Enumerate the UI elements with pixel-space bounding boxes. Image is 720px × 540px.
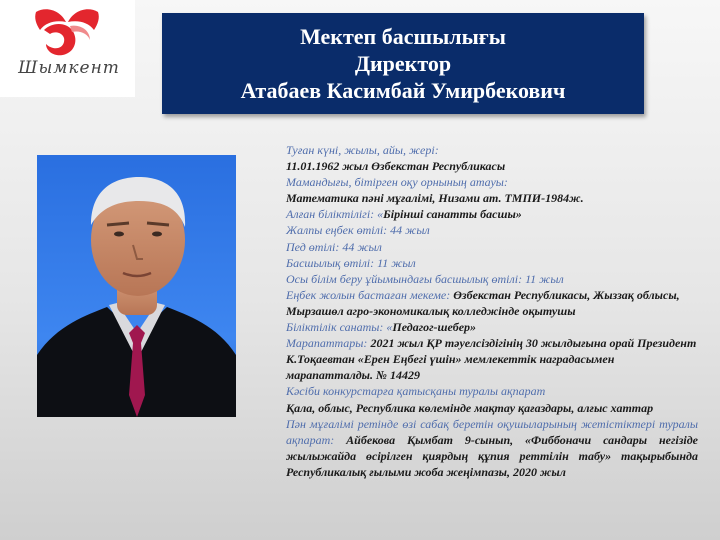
birth-label: Туған күні, жылы, айы, жері: [286, 143, 439, 157]
first-job-value: Өзбекстан Республикасы, Жыззақ облысы, Мырзашөл агро-экономикалық колледжінде оқытушы [286, 287, 680, 318]
qualification-value: Педагог-шебер» [392, 320, 477, 335]
birth-value: 11.01.1962 жыл Өзбекстан Республикасы [286, 159, 506, 174]
specialty-value: Математика пәні мұғалімі, Низами ат. ТМПИ-1984ж. [286, 191, 584, 206]
category-value: Бірінші санатты басшы» [383, 207, 522, 222]
awards-value: 2021 жыл ҚР тәуелсіздігінің 30 жылдығына орай Президент К.Тоқаевтан «Ерен Еңбегі үшін» мемлекеттік наградасымен марапатталды. № 14429 [286, 336, 697, 383]
experience-label: Жалпы еңбек өтілі: 44 жыл [286, 223, 430, 238]
awards-label: Марапаттары: [286, 336, 368, 351]
school-logo [0, 0, 135, 97]
header-position: Директор [354, 51, 452, 76]
logo-mark-icon [0, 0, 135, 60]
teaching-experience-label: Пед өтілі: 44 жыл [286, 239, 382, 254]
specialty-label: Мамандығы, бітірген оқу орнының атауы: [286, 175, 508, 190]
contests-label: Кәсіби конкурстарға қатысқаны туралы ақпарат [286, 384, 546, 399]
students-value: Айбекова Қымбат 9-сынып, «Фиббоначи сандары негізіде жылыжайда өсірілген қиярдың құпия реттілін табу» тақырыбында Республикалық ғылыми жоба жеңімпазы, 2020 жыл [286, 432, 698, 479]
category-label: Алған біліктілігі: « [286, 207, 384, 222]
biography-block [286, 142, 698, 480]
director-portrait [37, 155, 236, 417]
first-job-label: Еңбек жолын бастаған мекеме: [286, 287, 451, 302]
contests-value: Қала, облыс, Республика көлемінде мақтау қағаздары, алғыс хаттар [286, 400, 654, 415]
qualification-label: Біліктілік санаты: « [286, 320, 393, 335]
org-management-experience-label: Осы білім беру ұйымындағы басшылық өтілі: 11 жыл [286, 271, 564, 286]
students-label: Пән мұғалімі ретінде өзі сабақ беретін оқушыларының жетістіктері туралы ақпарат: [286, 416, 698, 447]
logo-brand-text: Шымкент [18, 58, 120, 78]
header-banner [162, 13, 644, 114]
header-section-title: Мектеп басшылығы [300, 24, 506, 49]
management-experience-label: Басшылық өтілі: 11 жыл [286, 255, 416, 270]
header-person-name: Атабаев Касимбай Умирбекович [240, 78, 566, 103]
